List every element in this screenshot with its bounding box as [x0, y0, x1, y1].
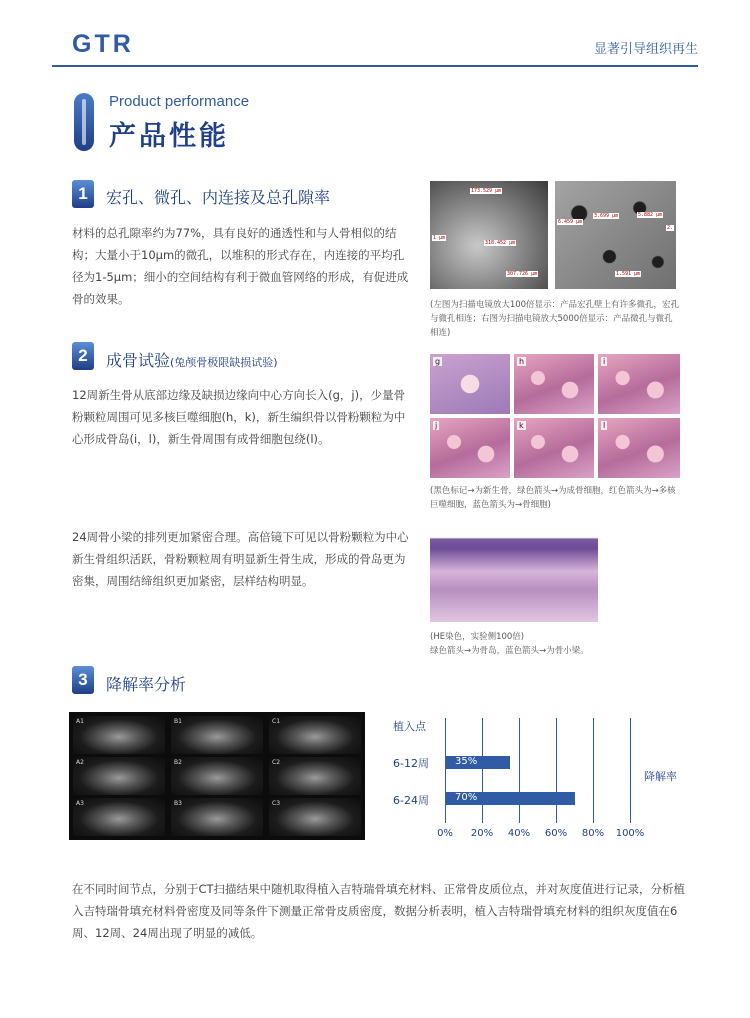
ct-label: B2 [174, 759, 182, 766]
section-2-title [106, 348, 278, 371]
chart-gridline [556, 718, 557, 823]
section-1-title: 宏孔、微孔、内连接及总孔隙率 [106, 188, 331, 207]
section-2-caption-he [430, 630, 680, 658]
ct-image [171, 757, 263, 795]
ct-label: A3 [76, 800, 84, 807]
histology-panel [598, 418, 680, 478]
section-3-body: 在不同时间节点，分别于CT扫描结果中随机取得植入吉特瑞骨填充材料、正常骨皮质位点，并对灰度值进行记录，分析植入吉特瑞骨填充材料骨密度及同等条件下测量正常骨皮质密度，数据分析表明，植入吉特瑞骨填充材料的组织灰度值在6周、12周、24周出现了明显的减低。 [72, 882, 686, 940]
chart-ylabel: 植入点 [393, 720, 426, 733]
chart-bar-label: 70% [455, 792, 478, 803]
brand-logo: GTR [72, 30, 134, 58]
section-2-title-main: 成骨试验 [106, 351, 171, 370]
ct-image [171, 716, 263, 754]
ct-label: B3 [174, 800, 182, 807]
chart-gridline [630, 718, 631, 823]
section-2-caption: (黑色标记→为新生骨，绿色箭头→为成骨细胞，红色箭头为→多核巨噬细胞，蓝色箭头为→骨细胞) [430, 486, 676, 510]
chart-gridline [482, 718, 483, 823]
histology-panel [514, 354, 594, 414]
header-divider [52, 65, 698, 67]
he-caption-line2: 绿色箭头→为骨岛，蓝色箭头→为骨小梁。 [430, 646, 589, 656]
sem-label: 6.459 μm [558, 219, 583, 225]
histology-panel [514, 418, 594, 478]
ct-image [73, 798, 165, 836]
ct-label: C3 [272, 800, 281, 807]
sem-image-5000x [555, 181, 676, 289]
chart-gridline [593, 718, 594, 823]
section-2-body: 12周新生骨从底部边缘及缺损边缘向中心方向长入(g，j)，少量骨粉颗粒周围可见多核巨噬细胞(h，k)，新生编织骨以骨粉颗粒为中心形成骨岛(i，l)，新生骨周围有成骨细胞包绕(l)。 [72, 388, 406, 446]
chart-tick-label: 80% [581, 828, 605, 839]
ct-image [73, 716, 165, 754]
section-2-subtitle: (兔颅骨极限缺损试验) [170, 356, 278, 369]
sem-label: 318.452 μm [485, 240, 516, 246]
section-1-number: 1 [72, 180, 94, 208]
he-stain-image [430, 530, 598, 622]
ct-image [73, 757, 165, 795]
chart-xlabel: 降解率 [644, 770, 677, 783]
chart-tick-label: 60% [544, 828, 568, 839]
ct-label: A1 [76, 718, 84, 725]
chart-tick-label: 100% [615, 828, 645, 839]
sem-label: 5.882 μm [638, 212, 663, 218]
chart-tick-label: 0% [437, 828, 453, 839]
histology-panel [430, 418, 510, 478]
ct-image [269, 757, 361, 795]
ct-label: C2 [272, 759, 281, 766]
ct-image [269, 716, 361, 754]
header-tagline: 显著引导组织再生 [593, 42, 698, 57]
chart-bar-label: 35% [455, 756, 478, 767]
section-3-title: 降解率分析 [106, 675, 187, 694]
sem-label: 173.529 μm [471, 188, 502, 194]
sem-image-100x [430, 181, 548, 289]
chart-gridline [519, 718, 520, 823]
chart-tick-label: 20% [470, 828, 494, 839]
section-1-caption: (左图为扫描电镜放大100倍显示：产品宏孔壁上有许多微孔，宏孔与微孔相连；右图为扫描电镜放大5000倍显示：产品微孔与微孔相连) [430, 300, 680, 338]
sem-label: 3.699 μm [594, 213, 619, 219]
panel-label: g [435, 357, 441, 366]
histology-panel [598, 354, 680, 414]
ct-label: A2 [76, 759, 84, 766]
ct-label: C1 [272, 718, 281, 725]
chart-tick-label: 40% [507, 828, 531, 839]
chart-category-label: 6-24周 [393, 794, 429, 807]
ct-image [171, 798, 263, 836]
section-3-number: 3 [72, 666, 94, 694]
chart-bar [445, 756, 510, 769]
he-caption-line1: (HE染色，实验侧100倍) [430, 632, 525, 642]
section-1-body: 材料的总孔隙率约为77%，具有良好的通透性和与人骨相似的结构；大量小于10μm的微孔，以堆积的形式存在，内连接的平均孔径为1-5μm；细小的空间结构有利于微血管网络的形成，有促进成骨的效果。 [72, 226, 409, 306]
sem-label: 1 μm [433, 235, 446, 241]
sem-label: 1.591 μm [616, 271, 641, 277]
page-title-cn: 产品性能 [109, 121, 229, 152]
panel-label: j [435, 421, 438, 430]
page-title-en: Product performance [109, 93, 250, 110]
panel-label: h [519, 357, 525, 366]
ct-label: B1 [174, 718, 182, 725]
histology-grid [430, 354, 680, 478]
ct-scan-panel [69, 712, 365, 840]
chart-bar [445, 792, 575, 805]
panel-label: k [519, 421, 524, 430]
panel-label: l [603, 421, 606, 430]
chart-gridline [445, 718, 446, 823]
title-accent-bar [74, 93, 94, 151]
ct-image [269, 798, 361, 836]
histology-panel [430, 354, 510, 414]
panel-label: i [603, 357, 606, 366]
sem-label: 307.726 μm [507, 271, 538, 277]
sem-label: 2. [667, 225, 674, 231]
section-2-body-24w: 24周骨小梁的排列更加紧密合理。高倍镜下可见以骨粉颗粒为中心新生骨组织活跃，骨粉颗粒周有明显新生骨生成，形成的骨岛更为密集，周围结缔组织更加紧密，层样结构明显。 [72, 530, 409, 588]
chart-category-label: 6-12周 [393, 757, 429, 770]
section-2-number: 2 [72, 342, 94, 370]
